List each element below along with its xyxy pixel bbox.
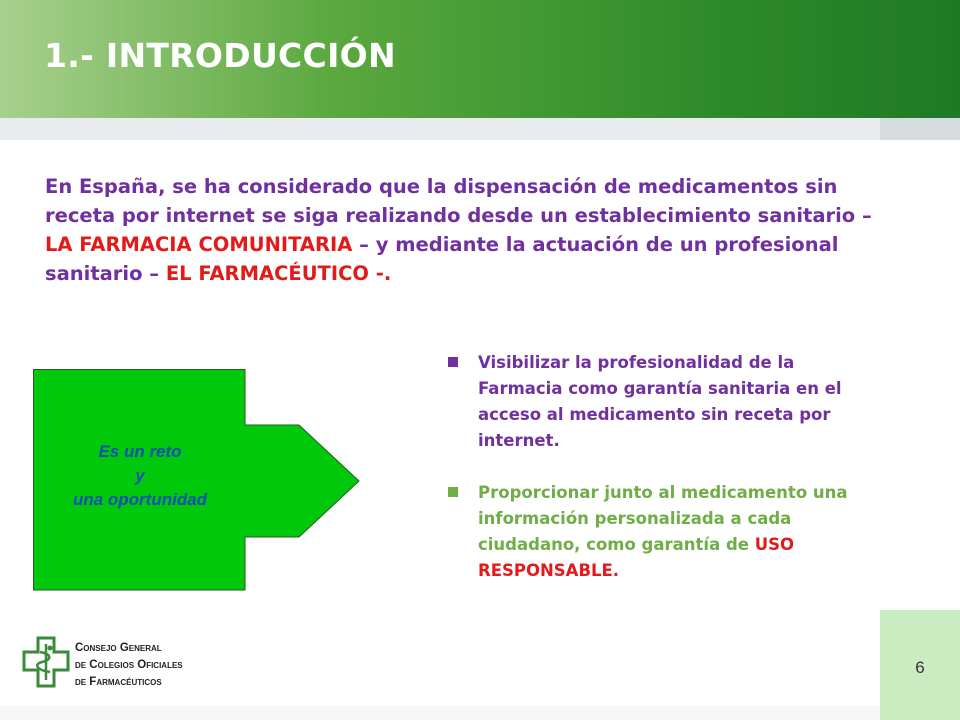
logo-line-3: de Farmacéuticos xyxy=(75,676,162,688)
header-stripe xyxy=(0,118,960,140)
intro-paragraph xyxy=(45,172,905,288)
arrow-label-line-1: Es un reto xyxy=(98,442,182,461)
intro-text-1: En España, se ha considerado que la dispensación de medicamentos sin receta por internet se siga realizando desde un establecimiento sanitario – xyxy=(45,175,872,227)
intro-highlight-farmaceutico: EL FARMACÉUTICO -. xyxy=(165,262,392,285)
arrow-label-line-3: una oportunidad xyxy=(72,490,208,509)
bullet-text: Proporcionar junto al medicamento una información personalizada a cada ciudadano, como garantía de xyxy=(478,483,848,554)
logo-line-2: de Colegios Oficiales xyxy=(75,659,183,671)
bullet-item-visibilizar xyxy=(445,350,875,454)
logo-text xyxy=(75,640,183,691)
logo-line-1: Consejo General xyxy=(75,642,162,654)
bullet-item-proporcionar xyxy=(445,480,875,584)
intro-highlight-farmacia: LA FARMACIA COMUNITARIA xyxy=(45,233,353,256)
footer-strip xyxy=(0,706,880,720)
arrow-label xyxy=(34,440,246,512)
slide-title: 1.- INTRODUCCIÓN xyxy=(44,36,396,75)
bullet-text: Visibilizar la profesionalidad de la Farmacia como garantía sanitaria en el acceso al medicamento sin receta por internet. xyxy=(478,353,842,450)
bullet-list xyxy=(445,350,875,610)
arrow-label-line-2: y xyxy=(135,466,145,485)
square-bullet-icon xyxy=(448,357,458,367)
square-bullet-icon xyxy=(448,487,458,497)
bullet-highlight-uso-responsable: USO RESPONSABLE. xyxy=(478,535,795,580)
intro-text-2: – y mediante la actuación de un profesional sanitario – xyxy=(45,233,839,285)
page-number: 6 xyxy=(915,658,925,677)
pharmacy-cross-logo-icon xyxy=(22,636,70,688)
header-stripe-accent xyxy=(880,118,960,140)
